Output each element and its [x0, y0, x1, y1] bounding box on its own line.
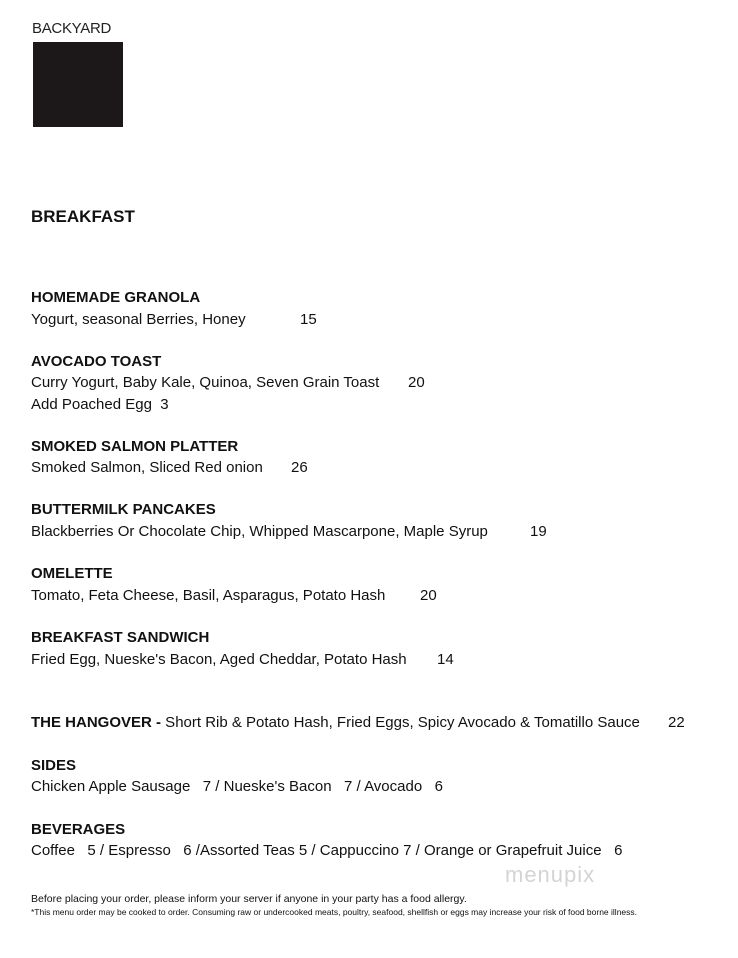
item-name: AVOCADO TOAST: [31, 353, 162, 370]
item-desc: Yogurt, seasonal Berries, Honey: [31, 311, 246, 328]
item-price: 14: [437, 651, 454, 668]
item-name: OMELETTE: [31, 565, 113, 582]
sides-list: Chicken Apple Sausage 7 / Nueske's Bacon 7 / Avocado 6: [31, 778, 444, 795]
item-price: 20: [408, 374, 425, 391]
item-name: BREAKFAST SANDWICH: [31, 629, 210, 646]
item-name: THE HANGOVER -: [31, 714, 162, 731]
item-price: 26: [291, 459, 308, 476]
item-name: SMOKED SALMON PLATTER: [31, 438, 239, 455]
item-name: HOMEMADE GRANOLA: [31, 289, 201, 306]
item-name: BUTTERMILK PANCAKES: [31, 501, 216, 518]
allergy-notice: Before placing your order, please inform your server if anyone in your party has a food allergy.: [31, 893, 467, 905]
watermark: menupix: [505, 862, 596, 887]
item-addon: Add Poached Egg 3: [31, 396, 169, 413]
beverages-heading: BEVERAGES: [31, 821, 126, 838]
item-price: 22: [668, 714, 685, 731]
food-safety-disclaimer: *This menu order may be cooked to order. Consuming raw or undercooked meats, poultry, seafood, shellfish or eggs may increase your risk of food borne illness.: [31, 907, 638, 917]
menu-title: BREAKFAST: [31, 207, 135, 226]
item-desc: Short Rib & Potato Hash, Fried Eggs, Spicy Avocado & Tomatillo Sauce: [161, 714, 640, 731]
brand-logo-text: BACKYARD: [32, 20, 112, 37]
item-price: 20: [420, 587, 437, 604]
item-price: 19: [530, 523, 547, 540]
item-desc: Smoked Salmon, Sliced Red onion: [31, 459, 263, 476]
item-desc: Fried Egg, Nueske's Bacon, Aged Cheddar, Potato Hash: [31, 651, 407, 668]
item-desc: Curry Yogurt, Baby Kale, Quinoa, Seven Grain Toast: [31, 374, 380, 391]
beverages-list: Coffee 5 / Espresso 6 /Assorted Teas 5 / Cappuccino 7 / Orange or Grapefruit Juice 6: [31, 842, 623, 859]
item-desc: Blackberries Or Chocolate Chip, Whipped Mascarpone, Maple Syrup: [31, 523, 488, 540]
item-price: 15: [300, 311, 317, 328]
brand-logo-square: [33, 42, 123, 127]
sides-heading: SIDES: [31, 757, 77, 774]
hangover-line: [31, 714, 640, 732]
item-desc: Tomato, Feta Cheese, Basil, Asparagus, Potato Hash: [31, 587, 386, 604]
